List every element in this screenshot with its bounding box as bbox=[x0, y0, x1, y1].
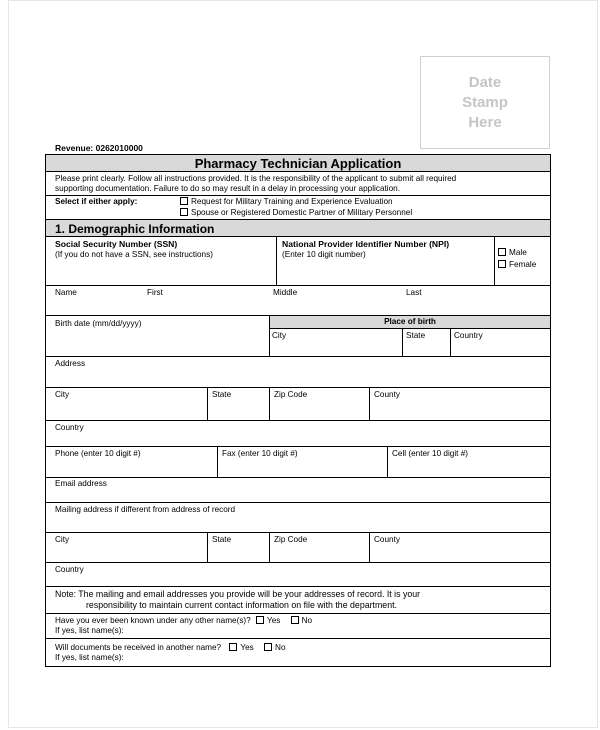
birth-state-label: State bbox=[406, 331, 426, 340]
other-names-yes-checkbox[interactable] bbox=[256, 616, 264, 624]
date-stamp-text: Date Stamp Here bbox=[462, 73, 508, 131]
last-name-label: Last bbox=[406, 288, 422, 297]
section-1-title: 1. Demographic Information bbox=[55, 222, 215, 236]
mailing-city-field[interactable] bbox=[46, 533, 207, 562]
name-row[interactable] bbox=[46, 286, 550, 316]
other-names-question-text: Have you ever been known under any other name(s)? bbox=[55, 616, 251, 625]
birth-country-label: Country bbox=[454, 331, 483, 340]
female-checkbox[interactable] bbox=[498, 260, 506, 268]
instructions-row bbox=[46, 172, 550, 196]
address-row[interactable] bbox=[46, 357, 550, 388]
section-1-header bbox=[46, 220, 550, 237]
mailing-state-field[interactable] bbox=[207, 533, 269, 562]
docs-name-row bbox=[46, 639, 550, 666]
fax-label: Fax (enter 10 digit #) bbox=[222, 449, 298, 458]
cell-field[interactable] bbox=[387, 447, 550, 477]
middle-name-label: Middle bbox=[273, 288, 298, 297]
ssn-note: (If you do not have a SSN, see instructions) bbox=[55, 250, 213, 259]
cell-label: Cell (enter 10 digit #) bbox=[392, 449, 468, 458]
place-of-birth bbox=[269, 316, 550, 356]
gender-field bbox=[494, 237, 550, 285]
other-names-yes-label: Yes bbox=[267, 616, 281, 625]
name-label: Name bbox=[55, 288, 77, 297]
first-name-label: First bbox=[147, 288, 163, 297]
other-names-question bbox=[55, 616, 312, 626]
address-city-row bbox=[46, 388, 550, 421]
birth-date-label: Birth date (mm/dd/yyyy) bbox=[55, 319, 142, 328]
mailing-city-row bbox=[46, 533, 550, 563]
female-option[interactable] bbox=[498, 260, 536, 270]
birth-country-field[interactable] bbox=[450, 329, 551, 357]
address-label: Address bbox=[55, 359, 86, 368]
other-names-row bbox=[46, 614, 550, 639]
mailing-label: Mailing address if different from address of record bbox=[55, 505, 236, 514]
spouse-checkbox[interactable] bbox=[180, 208, 188, 216]
application-form bbox=[45, 154, 551, 667]
npi-label: National Provider Identifier Number (NPI) bbox=[282, 239, 450, 249]
address-state-field[interactable] bbox=[207, 388, 269, 420]
npi-note: (Enter 10 digit number) bbox=[282, 250, 366, 259]
docs-no-checkbox[interactable] bbox=[264, 643, 272, 651]
mailing-city-label: City bbox=[55, 535, 70, 544]
docs-question-text: Will documents be received in another name? bbox=[55, 643, 222, 652]
email-row[interactable] bbox=[46, 478, 550, 503]
mailing-country-row[interactable] bbox=[46, 563, 550, 587]
spouse-label: Spouse or Registered Domestic Partner of Military Personnel bbox=[191, 208, 413, 217]
birth-city-field[interactable] bbox=[270, 329, 402, 357]
mailing-state-label: State bbox=[212, 535, 232, 544]
other-names-list-label[interactable]: If yes, list name(s): bbox=[55, 626, 124, 635]
address-state-label: State bbox=[212, 390, 232, 399]
phone-label: Phone (enter 10 digit #) bbox=[55, 449, 141, 458]
address-county-label: County bbox=[374, 390, 400, 399]
birth-date-field[interactable] bbox=[46, 316, 269, 356]
address-county-field[interactable] bbox=[369, 388, 550, 420]
contact-row bbox=[46, 447, 550, 478]
instructions-line-2: supporting documentation. Failure to do so may result in a delay in processing your application. bbox=[55, 184, 400, 193]
instructions-line-1: Please print clearly. Follow all instructions provided. It is the responsibility of the applicant to submit all required bbox=[55, 174, 457, 183]
docs-yes-label: Yes bbox=[240, 643, 254, 652]
docs-yes-checkbox[interactable] bbox=[229, 643, 237, 651]
male-option[interactable] bbox=[498, 248, 527, 258]
ssn-label: Social Security Number (SSN) bbox=[55, 239, 178, 249]
revenue-code: Revenue: 0262010000 bbox=[55, 143, 143, 153]
form-title-row bbox=[46, 155, 550, 172]
docs-no-label: No bbox=[275, 643, 286, 652]
other-names-no-checkbox[interactable] bbox=[291, 616, 299, 624]
docs-question bbox=[55, 643, 286, 653]
option-military[interactable] bbox=[180, 197, 393, 207]
birth-city-label: City bbox=[272, 331, 287, 340]
note-row bbox=[46, 587, 550, 614]
option-spouse[interactable] bbox=[180, 208, 412, 218]
ssn-npi-row bbox=[46, 237, 550, 286]
military-label: Request for Military Training and Experience Evaluation bbox=[191, 197, 393, 206]
male-label: Male bbox=[509, 248, 527, 257]
select-label: Select if either apply: bbox=[55, 197, 138, 206]
address-zip-label: Zip Code bbox=[274, 390, 308, 399]
place-of-birth-header bbox=[270, 316, 550, 329]
form-title: Pharmacy Technician Application bbox=[194, 156, 402, 171]
mailing-zip-field[interactable] bbox=[269, 533, 369, 562]
male-checkbox[interactable] bbox=[498, 248, 506, 256]
birth-row bbox=[46, 316, 550, 357]
address-country-row[interactable] bbox=[46, 421, 550, 447]
address-zip-field[interactable] bbox=[269, 388, 369, 420]
npi-field[interactable] bbox=[276, 237, 494, 285]
note-line-1: Note: The mailing and email addresses you provide will be your addresses of record. It is your bbox=[55, 589, 421, 599]
mailing-zip-label: Zip Code bbox=[274, 535, 308, 544]
docs-list-label[interactable]: If yes, list name(s): bbox=[55, 653, 124, 662]
address-city-label: City bbox=[55, 390, 70, 399]
mailing-row[interactable] bbox=[46, 503, 550, 533]
address-city-field[interactable] bbox=[46, 388, 207, 420]
birth-state-field[interactable] bbox=[402, 329, 450, 357]
other-names-no-label: No bbox=[301, 616, 313, 625]
mailing-county-field[interactable] bbox=[369, 533, 550, 562]
ssn-field[interactable] bbox=[46, 237, 276, 285]
fax-field[interactable] bbox=[217, 447, 387, 477]
military-checkbox[interactable] bbox=[180, 197, 188, 205]
female-label: Female bbox=[509, 260, 537, 269]
place-of-birth-label: Place of birth bbox=[384, 317, 436, 326]
note-line-2: responsibility to maintain current contact information on file with the department. bbox=[86, 600, 397, 610]
phone-field[interactable] bbox=[46, 447, 217, 477]
date-stamp-box bbox=[420, 56, 550, 149]
address-country-label: Country bbox=[55, 423, 84, 432]
select-row bbox=[46, 196, 550, 220]
mailing-county-label: County bbox=[374, 535, 400, 544]
mailing-country-label: Country bbox=[55, 565, 84, 574]
email-label: Email address bbox=[55, 479, 107, 488]
